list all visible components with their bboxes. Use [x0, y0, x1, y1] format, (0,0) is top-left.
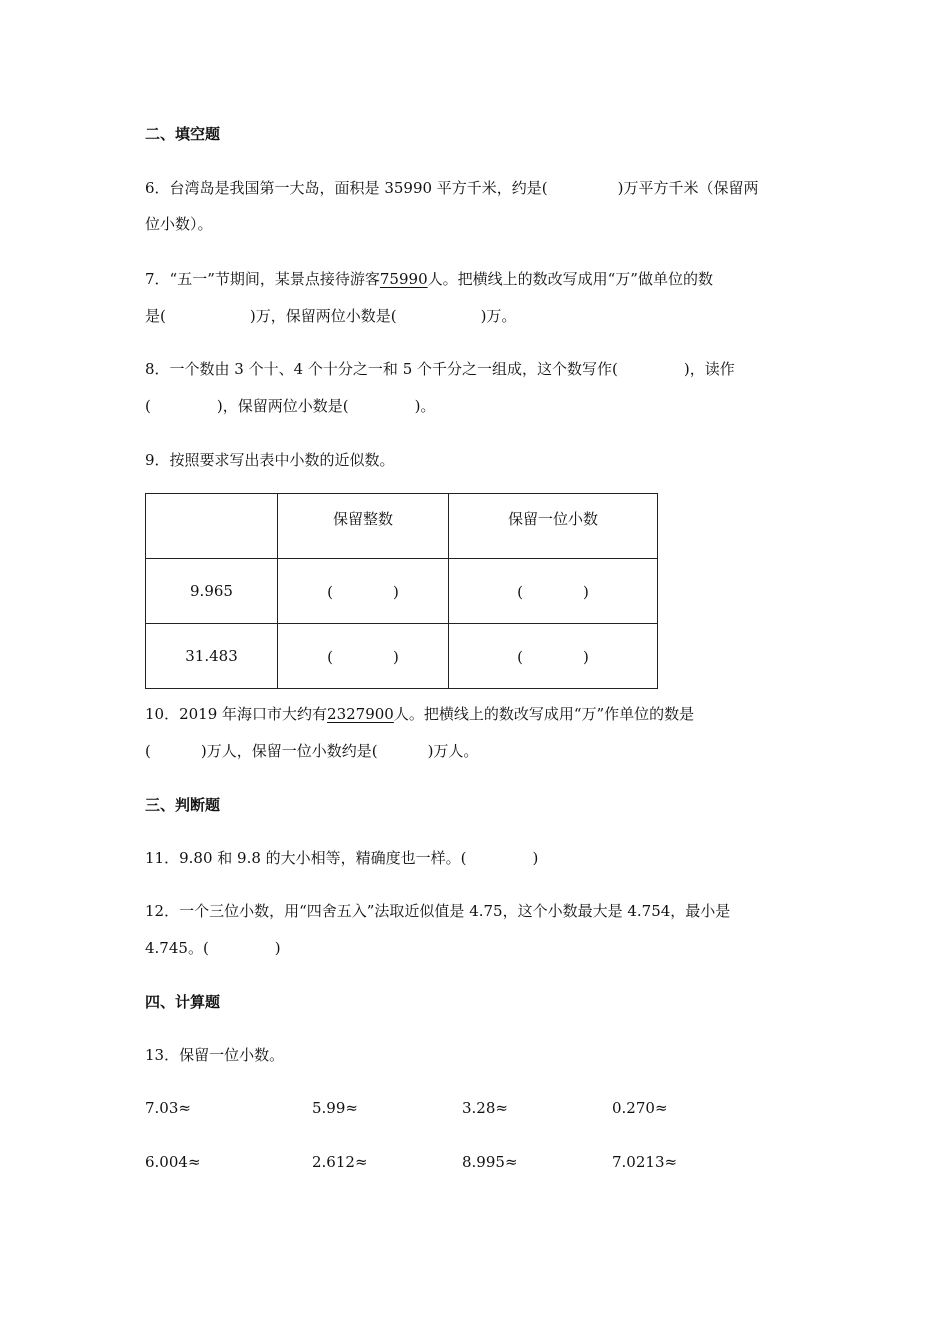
q7-text-d: )万，保留两位小数是( — [249, 307, 397, 325]
calc-item[interactable]: 3.28≈ — [462, 1099, 508, 1117]
calc-item[interactable]: 7.03≈ — [145, 1099, 191, 1117]
calc-item[interactable]: 6.004≈ — [145, 1153, 201, 1171]
section-title-fill-blank: 二、填空题 — [145, 125, 221, 143]
table-cell-answer[interactable]: ( ) — [278, 559, 449, 624]
calc-item[interactable]: 7.0213≈ — [612, 1153, 678, 1171]
q7-text-c: 是( — [145, 307, 166, 325]
q6-text-b: )万平方千米（保留两 — [617, 179, 759, 197]
q7-line1 — [145, 269, 713, 289]
q10-underlined-number: 2327900 — [327, 705, 394, 723]
q8-text-c: ( — [145, 397, 151, 415]
q6-text-a: 6．台湾岛是我国第一大岛，面积是 35990 平方千米，约是( — [145, 179, 548, 197]
q11-text-b: ) — [532, 849, 539, 867]
q10-text-a: 10．2019 年海口市大约有 — [145, 705, 328, 723]
section-title-calc: 四、计算题 — [145, 993, 221, 1011]
table-cell-answer[interactable]: ( ) — [449, 624, 658, 689]
q7-underlined-number: 75990 — [379, 270, 428, 288]
table-row — [146, 624, 658, 689]
q10-text-c: ( — [145, 742, 151, 760]
q10-line1 — [145, 704, 694, 724]
table-header-empty — [146, 494, 278, 559]
q12-text-b: ) — [274, 939, 281, 957]
q7-text-e: )万。 — [480, 307, 517, 325]
q13-text: 13．保留一位小数。 — [145, 1046, 285, 1064]
table-cell-answer[interactable]: ( ) — [449, 559, 658, 624]
q7-text-b: 人。把横线上的数改写成用“万”做单位的数 — [427, 270, 713, 288]
q12-line1: 12．一个三位小数，用“四舍五入”法取近似值是 4.75，这个小数最大是 4.754，最小是 — [145, 902, 731, 920]
q8-text-a: 8．一个数由 3 个十、4 个十分之一和 5 个千分之一组成，这个数写作( — [145, 360, 618, 378]
table-header-integer: 保留整数 — [278, 494, 449, 559]
q8-line1 — [145, 359, 735, 379]
table-header-one-decimal: 保留一位小数 — [449, 494, 658, 559]
q12-line2 — [145, 938, 281, 958]
q11-text-a: 11．9.80 和 9.8 的大小相等，精确度也一样。( — [145, 849, 467, 867]
table-cell-number: 31.483 — [146, 624, 278, 689]
q6-line1 — [145, 178, 759, 198]
q10-text-e: )万人。 — [427, 742, 479, 760]
q10-text-b: 人。把横线上的数改写成用“万”作单位的数是 — [393, 705, 695, 723]
table-cell-number: 9.965 — [146, 559, 278, 624]
table-row — [146, 559, 658, 624]
table-row — [146, 494, 658, 559]
table-cell-answer[interactable]: ( ) — [278, 624, 449, 689]
q8-line2 — [145, 396, 435, 416]
q12-text-a: 4.745。( — [145, 939, 209, 957]
q10-text-d: )万人，保留一位小数约是( — [200, 742, 378, 760]
calc-item[interactable]: 0.270≈ — [612, 1099, 668, 1117]
q9-text: 9．按照要求写出表中小数的近似数。 — [145, 451, 395, 469]
section-title-judge: 三、判断题 — [145, 796, 221, 814]
calc-item[interactable]: 2.612≈ — [312, 1153, 368, 1171]
q11-line1 — [145, 848, 538, 868]
q7-line2 — [145, 306, 516, 326]
q10-line2 — [145, 741, 478, 761]
calc-item[interactable]: 8.995≈ — [462, 1153, 518, 1171]
q6-line2: 位小数）。 — [145, 215, 213, 233]
q8-text-b: )，读作 — [683, 360, 735, 378]
calc-item[interactable]: 5.99≈ — [312, 1099, 358, 1117]
q7-text-a: 7．“五一”节期间，某景点接待游客 — [145, 270, 380, 288]
q8-text-d: )，保留两位小数是( — [216, 397, 349, 415]
approximation-table — [145, 493, 658, 689]
q8-text-e: )。 — [414, 397, 436, 415]
